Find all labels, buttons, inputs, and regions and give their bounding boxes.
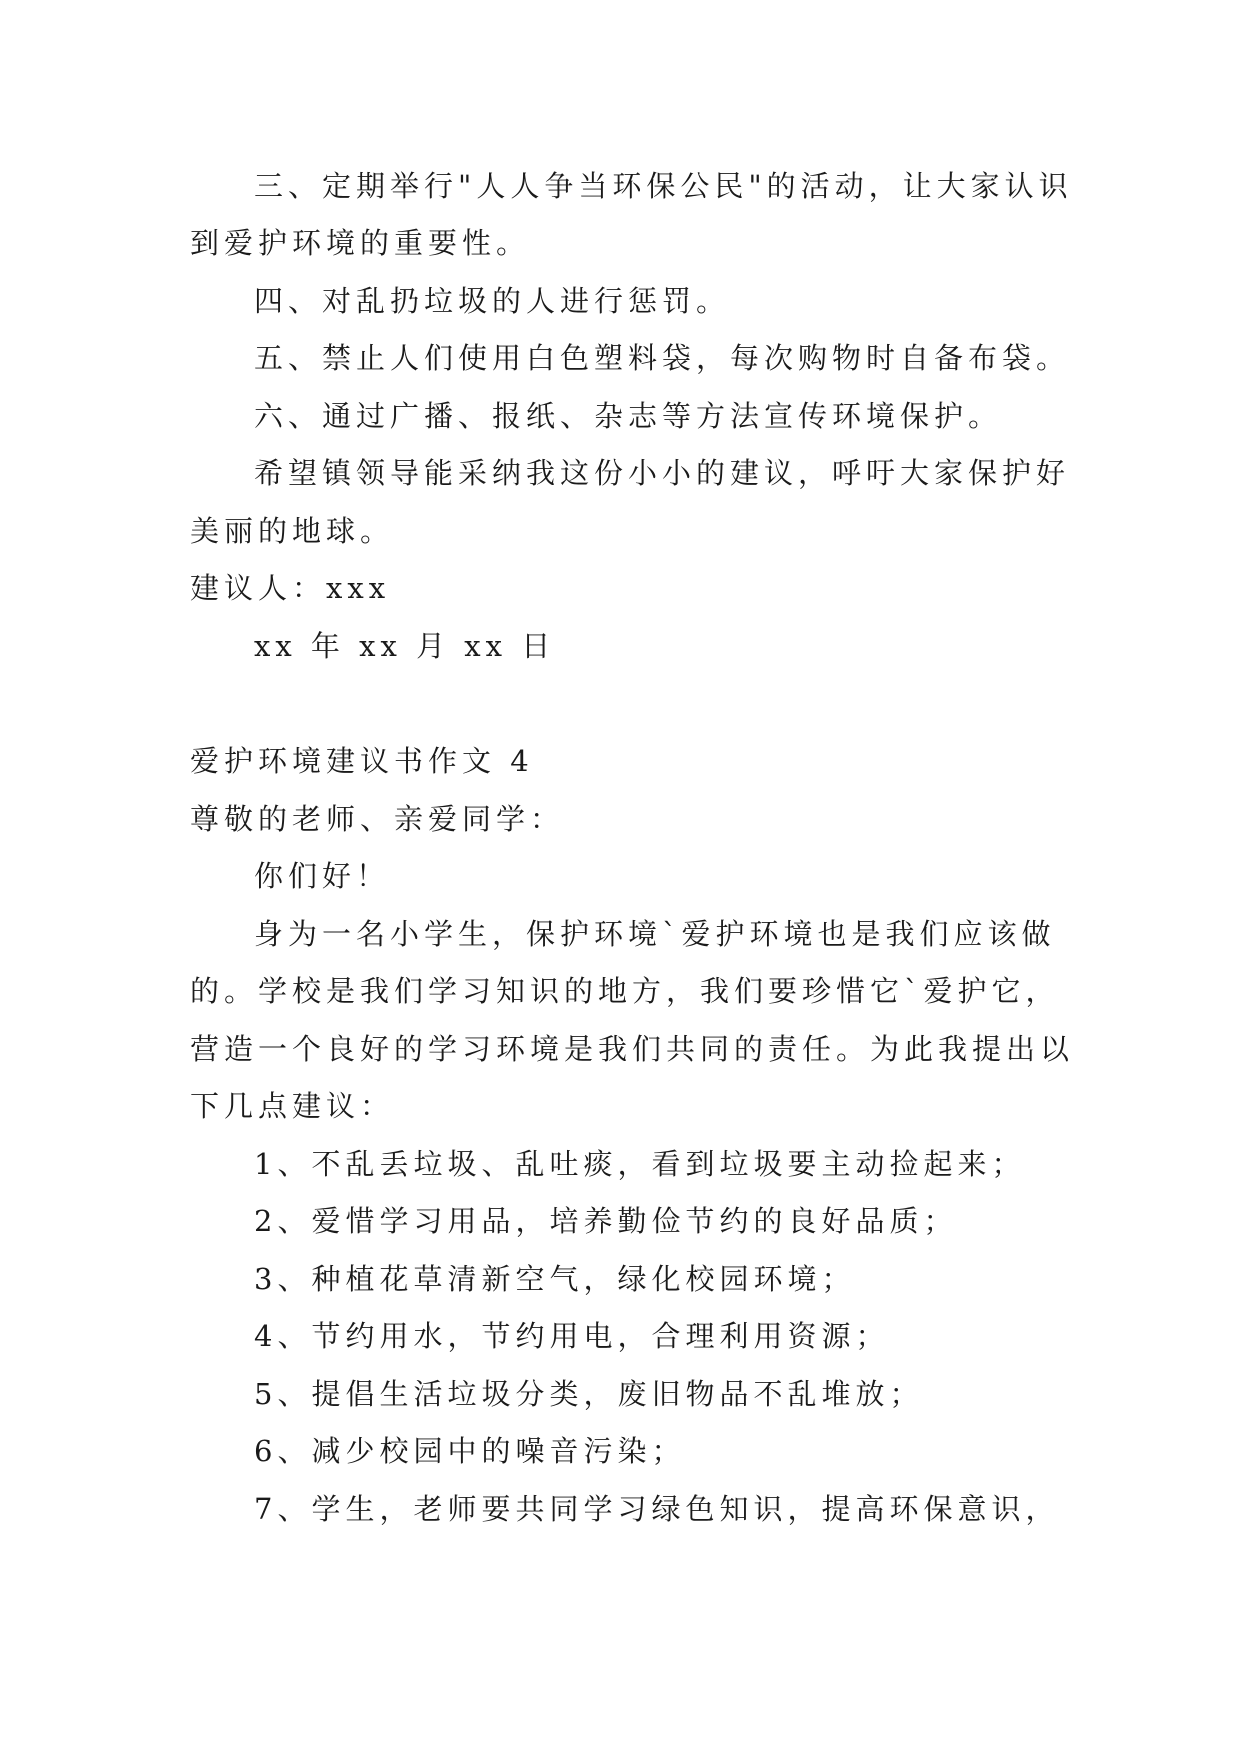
signature-line: 建议人：xxx — [190, 571, 391, 605]
list-item: 5、提倡生活垃圾分类，废旧物品不乱堆放； — [254, 1377, 924, 1411]
paragraph-line: 的。学校是我们学习知识的地方，我们要珍惜它`爱护它， — [190, 974, 1060, 1008]
paragraph-line: 到爱护环境的重要性。 — [190, 226, 531, 260]
list-item: 4、节约用水，节约用电，合理利用资源； — [254, 1319, 890, 1353]
greeting: 你们好！ — [254, 859, 391, 893]
paragraph-line: 五、禁止人们使用白色塑料袋，每次购物时自备布袋。 — [254, 341, 1071, 375]
paragraph-line: 希望镇领导能采纳我这份小小的建议，呼吁大家保护好 — [254, 456, 1071, 490]
paragraph-line: 四、对乱扔垃圾的人进行惩罚。 — [254, 284, 731, 318]
list-item: 6、减少校园中的噪音污染； — [254, 1434, 686, 1468]
paragraph-line: 三、定期举行"人人争当环保公民"的活动，让大家认识 — [254, 169, 1073, 203]
section-title: 爱护环境建议书作文 4 — [190, 744, 534, 778]
paragraph-line: 六、通过广播、报纸、杂志等方法宣传环境保护。 — [254, 399, 1003, 433]
paragraph-line: 下几点建议： — [190, 1089, 395, 1123]
list-item: 2、爱惜学习用品，培养勤俭节约的良好品质； — [254, 1204, 958, 1238]
paragraph-line: 营造一个良好的学习环境是我们共同的责任。为此我提出以 — [190, 1032, 1075, 1066]
list-item: 3、种植花草清新空气，绿化校园环境； — [254, 1262, 856, 1296]
list-item: 1、不乱丢垃圾、乱吐痰，看到垃圾要主动捡起来； — [254, 1147, 1026, 1181]
paragraph-line: 身为一名小学生，保护环境`爱护环境也是我们应该做 — [254, 917, 1056, 951]
date-line: xx 年 xx 月 xx 日 — [254, 629, 556, 663]
list-item: 7、学生，老师要共同学习绿色知识，提高环保意识， — [254, 1492, 1060, 1526]
paragraph-line: 美丽的地球。 — [190, 514, 395, 548]
salutation: 尊敬的老师、亲爱同学： — [190, 802, 565, 836]
